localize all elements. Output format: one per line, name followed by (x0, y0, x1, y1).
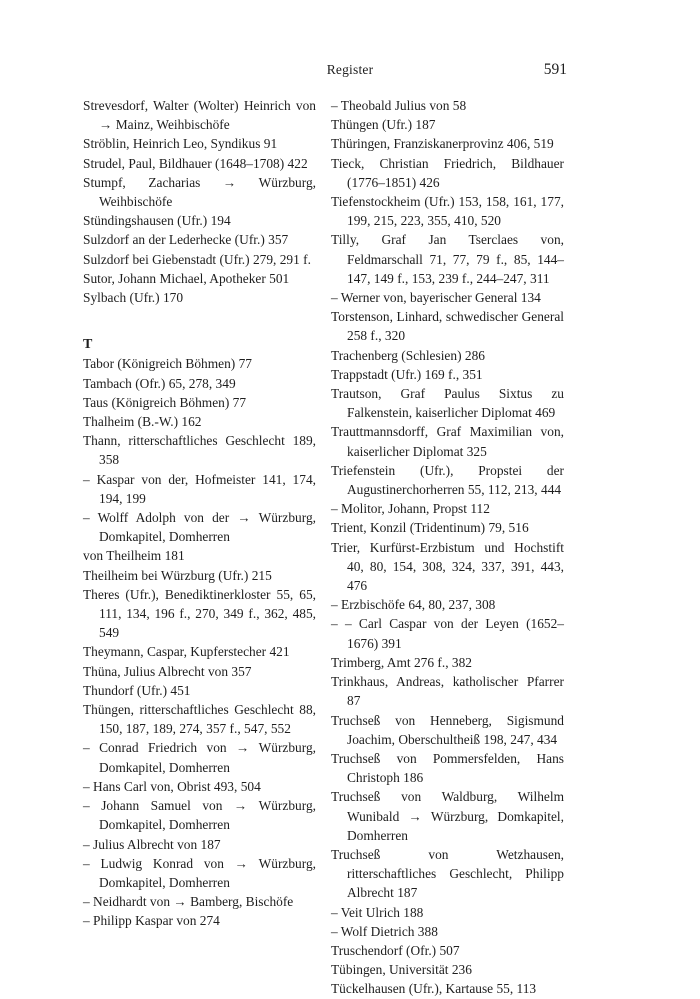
index-subentry: – Theobald Julius von 58 (331, 98, 467, 113)
index-subentry: – Veit Ulrich 188 (331, 904, 424, 920)
index-subentry: – Ludwig Konrad von → Würzburg, Domkapitel, Domherren (83, 855, 316, 890)
index-entry: Tabor (Königreich Böhmen) 77 (83, 356, 253, 372)
index-entry: Trauttmannsdorff, Graf Maximilian von, kaiserlicher Diplomat 325 (331, 424, 564, 459)
index-entry: Torstenson, Linhard, schwedischer General 258 f., 320 (331, 309, 564, 344)
index-subentry: – – Carl Caspar von der Leyen (1652–1676) 391 (331, 616, 564, 651)
index-entry: Truschendorf (Ofr.) 507 (331, 942, 460, 958)
index-entry: Trimberg, Amt 276 f., 382 (331, 654, 472, 670)
index-subentry: – Hans Carl von, Obrist 493, 504 (83, 778, 261, 794)
index-entry: Theilheim bei Würzburg (Ufr.) 215 (83, 567, 272, 583)
running-title: Register (326, 62, 374, 77)
index-entry: Sulzdorf bei Giebenstadt (Ufr.) 279, 291 f. (83, 251, 311, 267)
index-column-left (83, 96, 316, 931)
index-entries-s (83, 96, 316, 307)
index-entry: Trinkhaus, Andreas, katholischer Pfarrer 87 (331, 674, 564, 709)
index-subentry: – Philipp Kaspar von 274 (83, 913, 220, 929)
index-entry: Truchseß von Waldburg, Wilhelm Wunibald → Würzburg, Domkapitel, Domherren (331, 789, 564, 843)
index-subentry: – Erzbischöfe 64, 80, 237, 308 (331, 597, 496, 613)
index-subentry: – Molitor, Johann, Propst 112 (331, 501, 490, 517)
index-entry: Tückelhausen (Ufr.), Kartause 55, 113 (331, 981, 537, 997)
index-column-right (331, 96, 564, 999)
index-entry: Thann, ritterschaftliches Geschlecht 189, 358 (83, 433, 316, 468)
index-entry: Truchseß von Pommersfelden, Hans Christoph 186 (331, 750, 564, 786)
index-entry: Thüna, Julius Albrecht von 357 (83, 663, 252, 679)
index-entry: Thalheim (B.-W.) 162 (83, 414, 202, 430)
index-entry: Tiefenstockheim (Ufr.) 153, 158, 161, 177, 199, 215, 223, 355, 410, 520 (331, 194, 564, 229)
index-entry: Theres (Ufr.), Benediktinerkloster 55, 65, 111, 134, 196 f., 270, 349 f., 362, 485, 549 (83, 586, 316, 641)
index-entry: Truchseß von Henneberg, Sigismund Joachim, Oberschultheiß 198, 247, 434 (331, 712, 564, 747)
index-entries-t (83, 354, 316, 930)
index-entry: von Theilheim 181 (83, 548, 185, 564)
index-entry: Ströblin, Heinrich Leo, Syndikus 91 (83, 136, 278, 152)
index-entry: Tübingen, Universität 236 (331, 962, 472, 978)
index-entry: Stündingshausen (Ufr.) 194 (83, 213, 231, 229)
index-entry: Thundorf (Ufr.) 451 (83, 682, 191, 698)
index-entry: Thüringen, Franziskanerprovinz 406, 519 (331, 136, 554, 152)
section-letter-heading: T (83, 337, 93, 353)
index-entries-t-continued (331, 96, 564, 999)
index-entry: Tilly, Graf Jan Tserclaes von, Feldmarschall 71, 77, 79 f., 85, 144–147, 149 f., 153, 239 f., 244–247, 311 (331, 232, 564, 286)
index-entry: Tieck, Christian Friedrich, Bildhauer (1776–1851) 426 (331, 155, 564, 190)
index-subentry: – Conrad Friedrich von → Würzburg, Domkapitel, Domherren (83, 740, 316, 775)
running-head (0, 62, 700, 82)
index-entry: Trient, Konzil (Tridentinum) 79, 516 (331, 520, 529, 536)
index-entry: Trachenberg (Schlesien) 286 (331, 347, 485, 363)
index-entry: Stumpf, Zacharias → Würzburg, Weihbischöfe (83, 174, 316, 210)
index-subentry: – Neidhardt von → Bamberg, Bischöfe (83, 894, 294, 910)
index-entry: Strudel, Paul, Bildhauer (1648–1708) 422 (83, 155, 308, 171)
index-entry: Taus (Königreich Böhmen) 77 (83, 394, 247, 410)
index-subentry: – Kaspar von der, Hofmeister 141, 174, 194, 199 (83, 471, 316, 506)
index-entry: Sylbach (Ufr.) 170 (83, 290, 184, 306)
index-subentry: – Werner von, bayerischer General 134 (331, 290, 541, 306)
index-entry: Sutor, Johann Michael, Apotheker 501 (83, 270, 290, 286)
index-entry: Thüngen, ritterschaftliches Geschlecht 88, 150, 187, 189, 274, 357 f., 547, 552 (83, 702, 316, 737)
index-entry: Truchseß von Wetzhausen, ritterschaftliches Geschlecht, Philipp Albrecht 187 (331, 846, 564, 901)
index-subentry: – Julius Albrecht von 187 (83, 836, 221, 852)
index-entry: Thüngen (Ufr.) 187 (331, 117, 436, 133)
index-subentry: – Wolf Dietrich 388 (331, 923, 438, 939)
index-entry: Sulzdorf an der Lederhecke (Ufr.) 357 (83, 232, 289, 248)
index-subentry: – Johann Samuel von → Würzburg, Domkapitel, Domherren (83, 798, 316, 833)
page-number: 591 (543, 61, 567, 78)
index-subentry: – Wolff Adolph von der → Würzburg, Domkapitel, Domherren (83, 510, 316, 545)
index-entry: Strevesdorf, Walter (Wolter) Heinrich von → Mainz, Weihbischöfe (83, 98, 316, 133)
index-entry: Trautson, Graf Paulus Sixtus zu Falkenstein, kaiserlicher Diplomat 469 (331, 386, 564, 421)
index-entry: Tambach (Ofr.) 65, 278, 349 (83, 375, 236, 391)
index-entry: Trier, Kurfürst-Erzbistum und Hochstift 40, 80, 154, 308, 324, 337, 391, 443, 476 (331, 539, 564, 594)
index-entry: Trappstadt (Ufr.) 169 f., 351 (331, 366, 483, 382)
index-entry: Theymann, Caspar, Kupferstecher 421 (83, 644, 290, 660)
index-entry: Triefenstein (Ufr.), Propstei der Augustinerchorherren 55, 112, 213, 444 (331, 462, 564, 498)
